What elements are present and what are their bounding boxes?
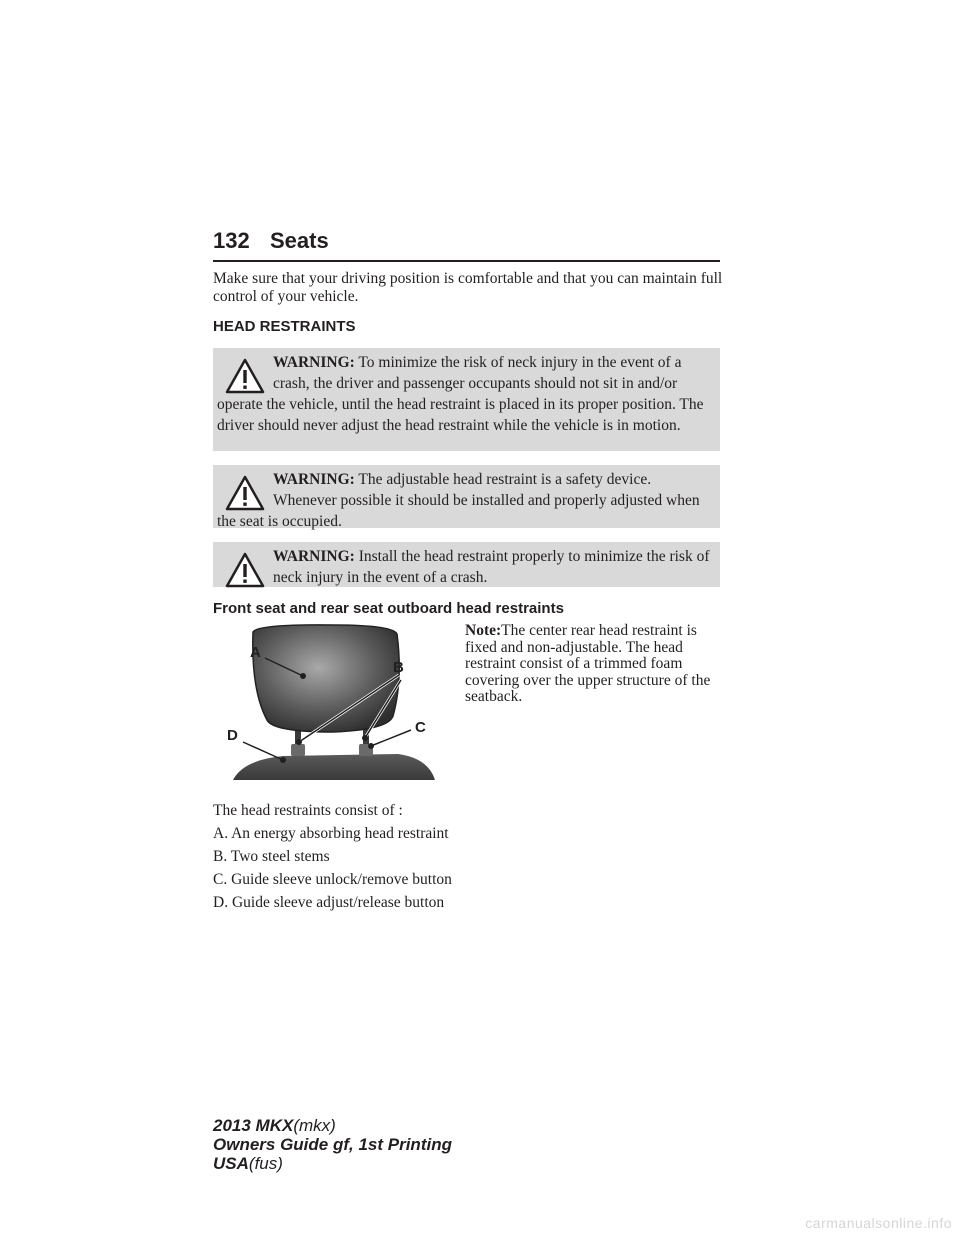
footer-region-code: (fus) — [248, 1154, 283, 1173]
label-c: C — [415, 719, 426, 736]
warning-label: WARNING: — [273, 354, 355, 371]
label-b: B — [393, 659, 404, 676]
list-item: B. Two steel stems — [213, 848, 330, 865]
label-d: D — [227, 727, 238, 744]
warning-box-1 — [213, 348, 720, 451]
list-item: A. An energy absorbing head restraint — [213, 825, 449, 842]
note-paragraph — [465, 623, 727, 706]
warning-box-2 — [213, 465, 720, 528]
warning-triangle-icon — [225, 475, 265, 511]
warning-text: To minimize the risk of neck injury in the event of a crash, the driver and passenger occupants should not sit in and/or operate the vehicle, until the head restraint is placed in its proper position. The driver should never adjust the head restraint while the vehicle is in motion. — [217, 354, 704, 434]
header-rule — [213, 260, 720, 262]
footer-model-code: (mkx) — [293, 1116, 336, 1135]
list-item: C. Guide sleeve unlock/remove button — [213, 871, 452, 888]
note-label: Note: — [465, 622, 502, 639]
label-a: A — [250, 644, 261, 661]
watermark: carmanualsonline.info — [805, 1215, 952, 1231]
outboard-restraints-heading: Front seat and rear seat outboard head restraints — [213, 600, 564, 617]
warning-triangle-icon — [225, 552, 265, 588]
head-restraint-figure — [213, 620, 443, 785]
warning-text: The adjustable head restraint is a safety device. Whenever possible it should be installed and properly adjusted when the seat is occupied. — [217, 471, 700, 530]
page-number: 132 — [213, 228, 250, 253]
note-text: The center rear head restraint is fixed and non-adjustable. The head restraint consist of a trimmed foam covering over the upper structure of the seatback. — [465, 622, 711, 705]
list-item: D. Guide sleeve adjust/release button — [213, 894, 445, 911]
footer-region-name: USA — [213, 1154, 249, 1173]
warning-label: WARNING: — [273, 548, 355, 565]
warning-box-3 — [213, 542, 720, 587]
warning-text: Install the head restraint properly to minimize the risk of neck injury in the event of a crash. — [273, 548, 710, 586]
list-intro: The head restraints consist of : — [213, 802, 403, 819]
footer-guide-text: Owners Guide gf, 1st Printing — [213, 1135, 452, 1154]
footer-region — [213, 1154, 283, 1173]
head-restraints-heading: HEAD RESTRAINTS — [213, 318, 356, 335]
warning-label: WARNING: — [273, 471, 355, 488]
warning-triangle-icon — [225, 358, 265, 394]
intro-paragraph: Make sure that your driving position is comfortable and that you can maintain full control of your vehicle. — [213, 270, 723, 305]
section-title: Seats — [270, 228, 329, 253]
footer-model-name: 2013 MKX — [213, 1116, 294, 1135]
footer-guide — [213, 1135, 452, 1154]
footer-model — [213, 1116, 336, 1135]
